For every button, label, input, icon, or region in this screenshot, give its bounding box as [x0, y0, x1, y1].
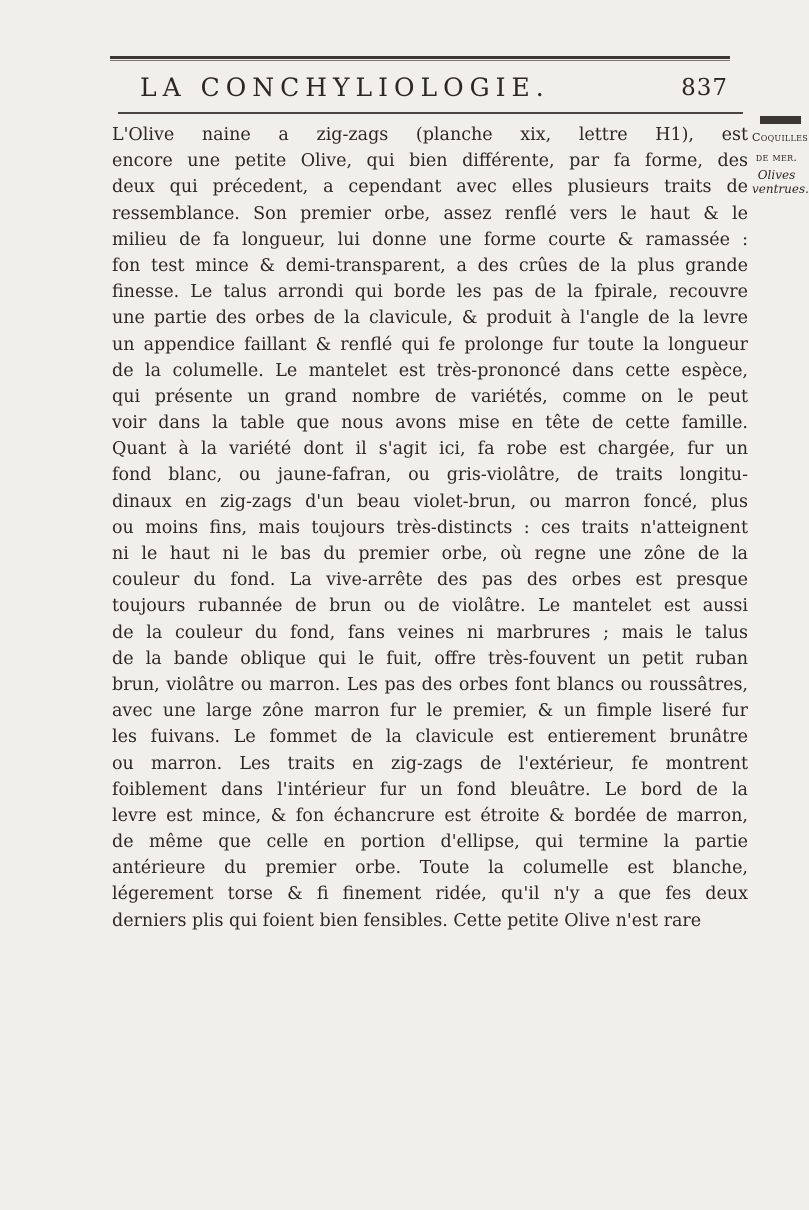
text-line: ressemblance. Son premier orbe, assez renflé vers le haut & le: [112, 203, 748, 224]
text-line: fon test mince & demi-transparent, a des crûes de la plus grande: [112, 255, 748, 276]
text-line: derniers plis qui foient bien fensibles. Cette petite Olive n'est rare: [112, 910, 702, 931]
text-line: fond blanc, ou jaune-fafran, ou gris-violâtre, de traits longitu-: [112, 465, 748, 486]
text-line: couleur du fond. La vive-arrête des pas des orbes est presque: [112, 570, 748, 591]
margin-note-line: ventrues.: [752, 182, 809, 196]
text-line: brun, violâtre ou marron. Les pas des orbes font blancs ou roussâtres,: [112, 674, 748, 695]
top-rule: [110, 56, 730, 59]
text-line: de la columelle. Le mantelet est très-prononcé dans cette espèce,: [112, 360, 748, 381]
margin-note-line: de mer.: [755, 151, 798, 164]
running-head-title: LA CONCHYLIOLOGIE.: [140, 73, 550, 102]
text-line: les fuivans. Le fommet de la clavicule est entierement brunâtre: [112, 727, 748, 748]
text-line: ni le haut ni le bas du premier orbe, où regne une zône de la: [112, 544, 748, 564]
text-line: ou moins fins, mais toujours très-distincts : ces traits n'atteignent: [112, 517, 748, 538]
running-head: [140, 72, 740, 104]
text-line: dinaux en zig-zags d'un beau violet-brun, ou marron foncé, plus: [112, 491, 748, 512]
body-paragraph: [112, 122, 748, 934]
text-line: qui présente un grand nombre de variétés, comme on le peut: [112, 386, 748, 407]
text-line: antérieure du premier orbe. Toute la columelle est blanche,: [112, 858, 748, 879]
margin-note-line: Olives: [757, 168, 796, 182]
margin-block: [760, 116, 801, 124]
text-line: voir dans la table que nous avons mise en tête de cette famille.: [112, 413, 748, 434]
text-line: ou marron. Les traits en zig-zags de l'extérieur, fe montrent: [112, 753, 748, 774]
text-line: foiblement dans l'intérieur fur un fond bleuâtre. Le bord de la: [112, 779, 748, 800]
text-line: deux qui précedent, a cependant avec elles plusieurs traits de: [112, 177, 748, 198]
margin-note: [752, 128, 809, 196]
text-line: levre est mince, & fon échancrure est étroite & bordée de marron,: [112, 805, 748, 826]
text-line: légerement torse & fi finement ridée, qu'il n'y a que fes deux: [112, 884, 748, 905]
head-rule: [118, 112, 743, 114]
text-line: de même que celle en portion d'ellipse, qui termine la partie: [112, 832, 748, 853]
top-rule-thin: [110, 60, 730, 61]
page-number: 837: [681, 75, 728, 101]
text-line: finesse. Le talus arrondi qui borde les pas de la fpirale, recouvre: [112, 282, 748, 303]
text-line: encore une petite Olive, qui bien différente, par fa forme, des: [112, 151, 748, 172]
text-line: de la couleur du fond, fans veines ni marbrures ; mais le talus: [112, 622, 748, 643]
margin-note-line: Coquilles: [752, 131, 809, 144]
text-line: milieu de fa longueur, lui donne une forme courte & ramassée :: [112, 229, 748, 250]
text-line: L'Olive naine a zig-zags (planche xix, lettre H1), est: [112, 125, 748, 145]
text-line: un appendice faillant & renflé qui fe prolonge fur toute la longueur: [112, 334, 748, 355]
text-line: toujours rubannée de brun ou de violâtre. Le mantelet est aussi: [112, 596, 748, 617]
text-line: une partie des orbes de la clavicule, & produit à l'angle de la levre: [112, 308, 748, 329]
text-line: Quant à la variété dont il s'agit ici, fa robe est chargée, fur un: [112, 439, 748, 460]
text-line: de la bande oblique qui le fuit, offre très-fouvent un petit ruban: [112, 648, 748, 669]
text-line: avec une large zône marron fur le premier, & un fimple liseré fur: [112, 701, 748, 722]
